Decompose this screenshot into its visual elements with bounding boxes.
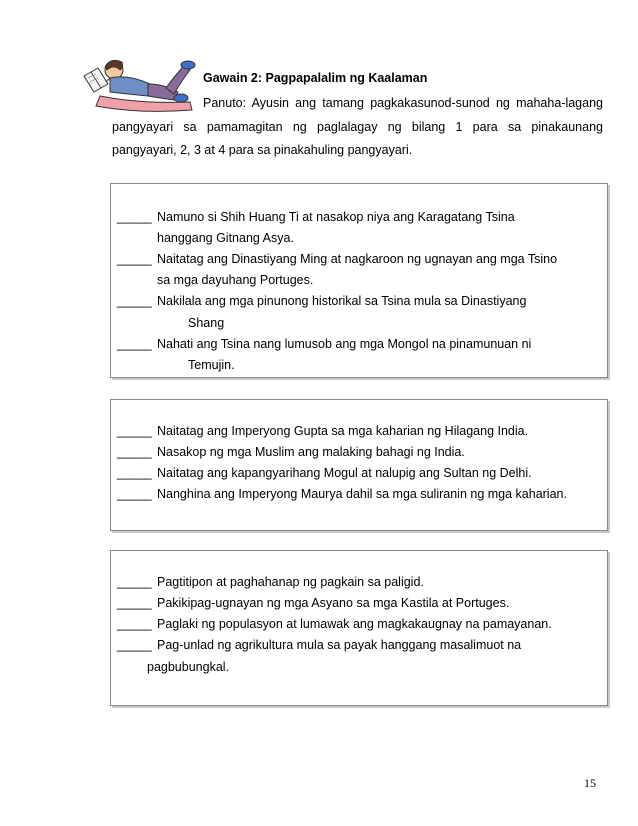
item-continuation: sa mga dayuhang Portuges. xyxy=(157,273,314,287)
item-continuation: pagbubungkal. xyxy=(147,660,230,674)
answer-blank[interactable]: _____ xyxy=(117,596,152,610)
item-text: Nanghina ang Imperyong Maurya dahil sa mga suliranin ng mga kaharian. xyxy=(157,487,567,501)
answer-blank[interactable]: _____ xyxy=(117,466,152,480)
answer-blank[interactable]: _____ xyxy=(117,487,152,501)
answer-blank[interactable]: _____ xyxy=(117,617,152,631)
item-text: Nasakop ng mga Muslim ang malaking bahagi ng India. xyxy=(157,445,465,459)
question-box-asia xyxy=(110,550,608,706)
list-item[interactable] xyxy=(117,617,552,631)
answer-blank[interactable]: _____ xyxy=(117,638,152,652)
list-item[interactable] xyxy=(117,638,521,652)
item-text: Paglaki ng populasyon at lumawak ang magkakaugnay na pamayanan. xyxy=(157,617,552,631)
instruction-line-2: pangyayari sa pamamagitan ng paglalagay ng bilang 1 para sa pinakaunang xyxy=(112,120,603,134)
answer-blank[interactable]: _____ xyxy=(117,210,152,224)
list-item[interactable] xyxy=(117,424,528,438)
item-text: Pakikipag-ugnayan ng mga Asyano sa mga Kastila at Portuges. xyxy=(157,596,510,610)
item-text: Naitatag ang kapangyarihang Mogul at nalupig ang Sultan ng Delhi. xyxy=(157,466,532,480)
answer-blank[interactable]: _____ xyxy=(117,445,152,459)
list-item[interactable] xyxy=(117,210,515,224)
answer-blank[interactable]: _____ xyxy=(117,575,152,589)
item-text: Naitatag ang Imperyong Gupta sa mga kaharian ng Hilagang India. xyxy=(157,424,529,438)
item-continuation: Temujin. xyxy=(188,358,235,372)
item-text: Namuno si Shih Huang Ti at nasakop niya ang Karagatang Tsina xyxy=(157,210,515,224)
answer-blank[interactable]: _____ xyxy=(117,252,152,266)
question-box-india xyxy=(110,399,608,531)
item-continuation: hanggang Gitnang Asya. xyxy=(157,231,294,245)
item-text: Nakilala ang mga pinunong historikal sa Tsina mula sa Dinastiyang xyxy=(157,294,527,308)
answer-blank[interactable]: _____ xyxy=(117,337,152,351)
list-item[interactable] xyxy=(117,294,526,308)
item-text: Pagtitipon at paghahanap ng pagkain sa paligid. xyxy=(157,575,424,589)
item-continuation: Shang xyxy=(188,316,225,330)
list-item[interactable] xyxy=(117,252,557,266)
instruction-line-3: pangyayari, 2, 3 at 4 para sa pinakahuling pangyayari. xyxy=(112,143,413,157)
list-item[interactable] xyxy=(117,487,567,501)
instruction-line-1: Panuto: Ayusin ang tamang pagkakasunod-sunod ng mahaha-lagang xyxy=(203,96,603,110)
list-item[interactable] xyxy=(117,445,465,459)
list-item[interactable] xyxy=(117,575,424,589)
list-item[interactable] xyxy=(117,596,509,610)
reading-boy-illustration xyxy=(80,54,198,116)
answer-blank[interactable]: _____ xyxy=(117,424,152,438)
item-text: Naitatag ang Dinastiyang Ming at nagkaroon ng ugnayan ang mga Tsino xyxy=(157,252,558,266)
item-text: Nahati ang Tsina nang lumusob ang mga Mongol na pinamunuan ni xyxy=(157,337,532,351)
activity-title: Gawain 2: Pagpapalalim ng Kaalaman xyxy=(203,71,428,85)
item-text: Pag-unlad ng agrikultura mula sa payak hanggang masalimuot na xyxy=(157,638,522,652)
list-item[interactable] xyxy=(117,466,532,480)
question-box-china xyxy=(110,183,608,378)
answer-blank[interactable]: _____ xyxy=(117,294,152,308)
page-number: 15 xyxy=(584,776,596,790)
list-item[interactable] xyxy=(117,337,531,351)
